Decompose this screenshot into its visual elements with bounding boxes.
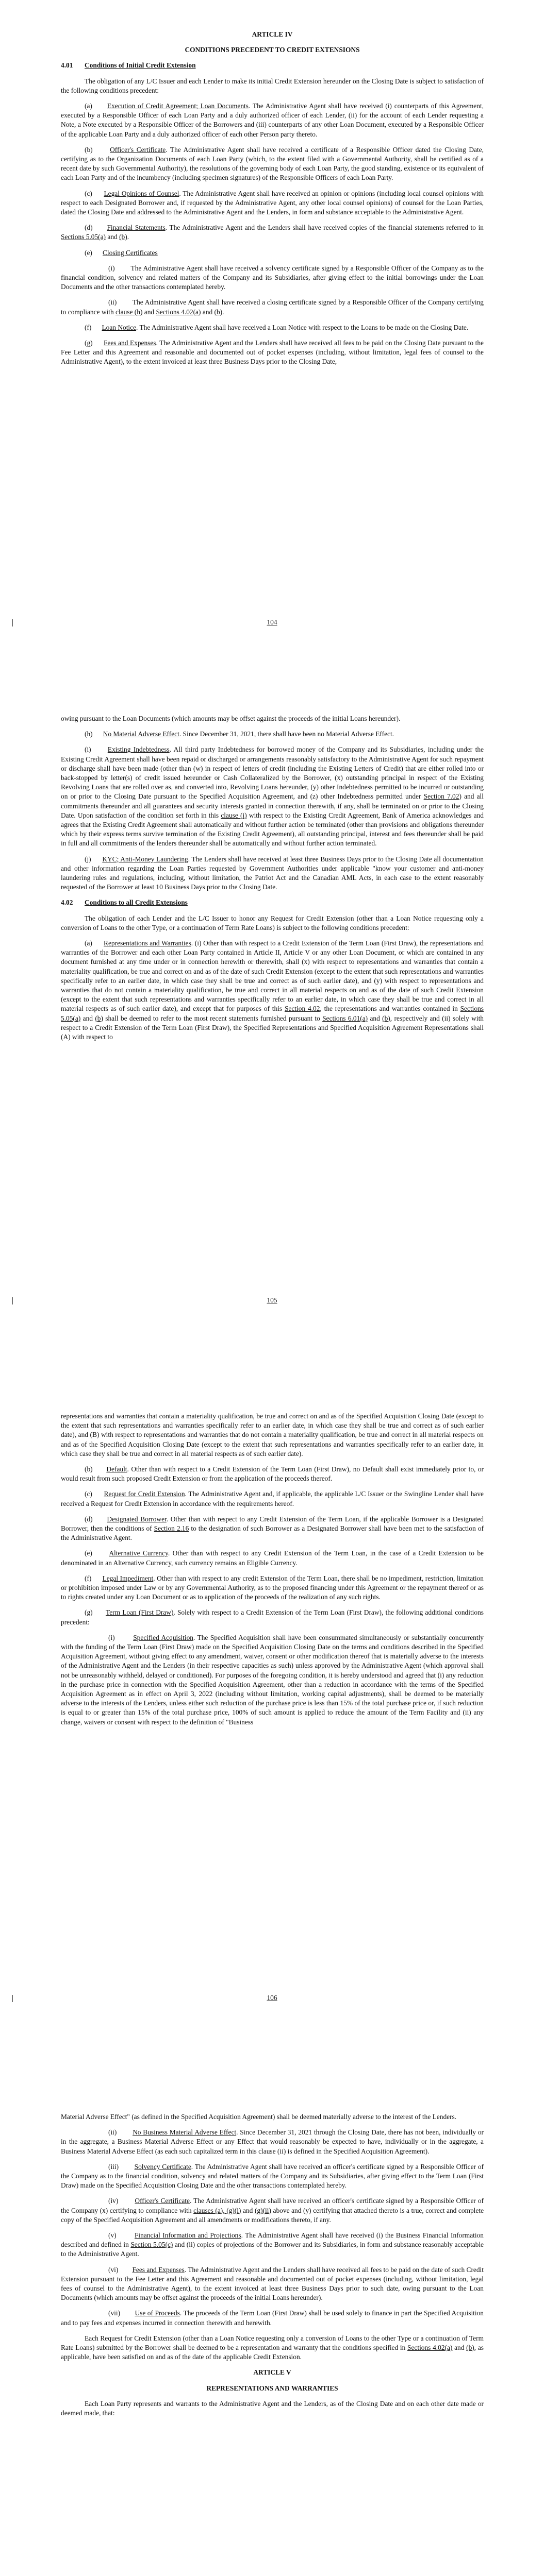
section-heading <box>61 898 484 907</box>
section-title: Conditions of Initial Credit Extension <box>85 61 196 70</box>
cross-reference-link[interactable]: Section 4.02 <box>284 1005 320 1013</box>
clause-a: (a) Execution of Credit Agreement; Loan Documents. The Administrative Agent shall have received (i) counterparts of this Agreement, executed by a Responsible Officer of each Loan Party and a duly authorized officer of each Lender, (ii) for the account of each Lender requesting a Note, a Note executed by a Responsible Officer of the Borrowers and (iii) counterparts of any other Loan Document, executed by a Responsible Officer of the applicable Loan Party and a duly authorized officer of each other Person party thereto. <box>61 102 484 138</box>
subclause-ii: (ii) The Administrative Agent shall have received a closing certificate signed by a Responsible Officer of the Company certifying to compliance with clause (h) and Sections 4.02(a) and (b). <box>61 298 484 316</box>
clause-heading: Loan Notice <box>102 323 137 331</box>
paragraph: Material Adverse Effect" (as defined in the Specified Acquisition Agreement) shall be deemed materially adverse to the interest of the Lenders. <box>61 2113 457 2121</box>
cross-reference-link[interactable]: Sections 5.05(a) <box>61 233 106 241</box>
section-number: 4.01 <box>61 61 73 70</box>
clause-d: (d) Financial Statements. The Administrative Agent and the Lenders shall have received copies of the financial statements referred to in Sections 5.05(a) and (b). <box>61 224 484 241</box>
cross-reference-link[interactable]: (b) <box>95 1014 103 1022</box>
clause-heading: Solvency Certificate <box>134 2162 191 2171</box>
clause-heading: Financial Information and Projections <box>134 2231 241 2240</box>
cross-reference-link[interactable]: (b) <box>466 2344 474 2352</box>
clause-c: (c) Legal Opinions of Counsel. The Administrative Agent shall have received an opinion or opinions (including local counsel opinions with respect to each Designated Borrower and, if requested by the Administrative Agent, any other local counsel opinions) of counsel for the Loan Parties, dated the Closing Date and addressed to the Administrative Agent and the Lenders, in form and substance acceptable to the Administrative Agent. <box>61 189 484 216</box>
cross-reference-link[interactable]: (g)(ii) <box>254 2206 271 2214</box>
clause-heading: Officer's Certificate <box>110 145 166 154</box>
clause-heading: Financial Statements <box>107 224 166 232</box>
clause-h: (h) No Material Adverse Effect. Since December 31, 2021, there shall have been no Material Adverse Effect. <box>85 730 394 738</box>
subclause-v: (v) Financial Information and Projections. The Administrative Agent shall have received (i) the Business Financial Information described and defined in Section 5.05(c) and (ii) copies of projections of the Borrower and its Subsidiaries, in form and substance reasonably acceptable to the Administrative Agent. <box>61 2231 484 2258</box>
cross-reference-link[interactable]: (b) <box>214 308 223 316</box>
cross-reference-link[interactable]: clauses (a), (g)(i) <box>193 2206 241 2214</box>
subclause-iii: (iii) Solvency Certificate. The Administrative Agent shall have received an officer's certificate signed by a Responsible Officer of the Company as to the financial condition, solvency and related matters of the Company and its Subsidiaries, after giving effect to the Term Loan (First Draw) made on the Specified Acquisition Closing Date and the other transactions contemplated hereby. <box>61 2162 484 2190</box>
section-heading <box>61 61 484 70</box>
paragraph: Each Request for Credit Extension (other than a Loan Notice requesting only a conversion of Loans to the other Type or a continuation of Term Rate Loans) submitted by the Borrower shall be deemed to be a representation and warranty that the conditions specified in Sections 4.02(a) and (b), as applicable, have been satisfied on and as of the date of the applicable Credit Extension. <box>61 2334 484 2361</box>
clause-heading: No Material Adverse Effect <box>103 730 179 738</box>
clause-heading: Representations and Warranties <box>104 939 191 947</box>
clause-b: (b) Officer's Certificate. The Administrative Agent shall have received a certificate of a Responsible Officer dated the Closing Date, certifying as to the Organization Documents of each Loan Party (which, to the extent filed with a Governmental Authority, shall be certified as of a recent date by such Governmental Authority), the resolutions of the governing body of each Loan Party, the good standing, existence or its equivalent of each Loan Party and of the incumbency (including specimen signatures) of the Responsible Officers of each Loan Party. <box>61 145 484 182</box>
page-number: 105 <box>267 1296 277 1304</box>
cross-reference-link[interactable]: Sections 5.05(a) <box>61 1005 484 1022</box>
paragraph: owing pursuant to the Loan Documents (which amounts may be offset against the proceeds of the initial Loans hereunder). <box>61 715 401 722</box>
cross-reference-link[interactable]: Sections 6.01(a) <box>322 1014 368 1022</box>
clause-a: (a) Representations and Warranties. (i) Other than with respect to a Credit Extension of the Term Loan (First Draw), the representations and warranties of the Borrower and each other Loan Party contained in Article II, Article V or any other Loan Document, or which are contained in any document furnished at any time under or in connection herewith or therewith, shall (x) with respect to representations and warranties that contain a materiality qualification, be true and correct on and as of the date of such Credit Extension (except to the extent that such representations and warranties specifically refer to an earlier date, in which case they shall be true and correct as of such earlier date), and (y) with respect to representations and warranties that do not contain a materiality qualification, be true and correct in all material respects on and as of the date of such Credit Extension (except to the extent that such representations and warranties specifically refer to an earlier date, in which case they shall be true and correct in all material respects as of such earlier date), and except that for purposes of this Section 4.02, the representations and warranties contained in Sections 5.05(a) and (b) shall be deemed to refer to the most recent statements furnished pursuant to Sections 6.01(a) and (b), respectively and (ii) solely with respect to a Credit Extension of the Term Loan (First Draw), the Specified Representations and Specified Acquisition Agreement Representations shall (A) with respect to <box>61 939 484 1041</box>
clause-heading: Legal Impediment <box>102 1574 154 1582</box>
subclause-ii: (ii) No Business Material Adverse Effect. Since December 31, 2021 through the Closing Date, there has not been, individually or in the aggregate, a Business Material Adverse Effect or any Effect that would reasonably be expected to have, individually or in the aggregate, a Business Material Adverse Effect (as each such capitalized term in this clause (ii) is defined in the Specified Acquisition Agreement). <box>61 2128 484 2155</box>
clause-i: (i) Existing Indebtedness. All third party Indebtedness for borrowed money of the Company and its Subsidiaries, including under the Existing Credit Agreement shall have been repaid or discharged or arrangements reasonably satisfactory to the Administrative Agent for such repayment or discharge shall have been made (other than (w) in respect of letters of credit (including the Existing Letters of Credit) that are either rolled into or back-stopped by letter(s) of credit issued hereunder or Cash Collateralized by the Borrower, (x) outstanding principal in respect of the Existing Revolving Loans that are rolled over as, and converted into, Revolving Loans hereunder, (y) other Indebtedness permitted to be incurred or outstanding on or prior to the Closing Date pursuant to the Specified Acquisition Agreement, and (z) other Indebtedness permitted under Section 7.02) and all commitments thereunder and all guarantees and security interests granted in connection therewith, if any, shall be terminated on or prior to the Closing Date. Upon satisfaction of the condition set forth in this clause (i) with respect to the Existing Credit Agreement, Bank of America acknowledges and agrees that the Existing Credit Agreement shall automatically and without further action be terminated (other than provisions and obligations thereunder which by their express terms survive termination of the Existing Credit Agreement), all outstanding principal, interest and fees thereunder shall be paid in full and all commitments of the lenders thereunder shall be automatically and without further action terminated. <box>61 745 484 848</box>
page-105-content <box>61 714 484 1048</box>
clause-heading: Fees and Expenses <box>103 339 156 347</box>
cross-reference-link[interactable]: Sections 4.02(a) <box>156 308 201 316</box>
article-title: REPRESENTATIONS AND WARRANTIES <box>206 2384 338 2392</box>
article-heading: ARTICLE IV <box>252 30 293 38</box>
clause-heading: Closing Certificates <box>102 248 158 257</box>
clause-heading: No Business Material Adverse Effect <box>133 2128 237 2137</box>
cross-reference-link[interactable]: Section 2.16 <box>154 1524 189 1533</box>
clause-d: (d) Designated Borrower. Other than with respect to any Credit Extension of the Term Loan, if the applicable Borrower is a Designated Borrower, then the conditions of Section 2.16 to the designation of such Borrower as a Designated Borrower shall have been met to the satisfaction of the Administrative Agent. <box>61 1515 484 1542</box>
clause-heading: Execution of Credit Agreement; Loan Documents <box>107 102 249 110</box>
clause-heading: KYC; Anti-Money Laundering <box>102 855 188 863</box>
clause-j: (j) KYC; Anti-Money Laundering. The Lenders shall have received at least three Business Days prior to the Closing Date all documentation and other information regarding the Loan Parties requested by Government Authorities under applicable "know your customer and anti-money laundering rules and regulations, including, without limitation, the Patriot Act and the Canadian AML Acts, in each case to the extent reasonably requested of the Borrower at least 10 Business Days prior to the Closing Date. <box>61 855 484 891</box>
clause-heading: Existing Indebtedness <box>107 745 170 754</box>
clause-b: (b) Default. Other than with respect to a Credit Extension of the Term Loan (First Draw), no Default shall exist immediately prior to, or would result from such proposed Credit Extension or from the application of the proceeds thereof. <box>61 1465 484 1483</box>
clause-g: (g) Fees and Expenses. The Administrative Agent and the Lenders shall have received all fees to be paid on the Closing Date pursuant to the Fee Letter and this Agreement and reasonable and documented out of pocket expenses (including, without limitation, legal fees of counsel to the Administrative Agent), to the extent invoiced at least three Business Days prior to the Closing Date, <box>61 339 484 366</box>
clause-heading: Legal Opinions of Counsel <box>104 189 179 197</box>
clause-heading: Alternative Currency <box>109 1549 168 1557</box>
page-number: 104 <box>267 618 277 626</box>
subclause-vi: (vi) Fees and Expenses. The Administrative Agent and the Lenders shall have received all fees to be paid on the date of such Credit Extension pursuant to the Fee Letter and this Agreement and reasonable and documented out of pocket expenses (including, without limitation, legal fees of counsel to the Administrative Agent), to the extent invoiced at least three Business Days prior to such date, owing pursuant to the Loan Documents (which amounts may be offset against the proceeds of the initial Loans hereunder). <box>61 2265 484 2302</box>
clause-e: (e) Closing Certificates <box>85 248 158 257</box>
section-title: Conditions to all Credit Extensions <box>85 899 188 907</box>
paragraph: The obligation of any L/C Issuer and each Lender to make its initial Credit Extension hereunder on the Closing Date is subject to satisfaction of the following conditions precedent: <box>61 77 484 94</box>
clause-heading: Use of Proceeds <box>135 2309 180 2317</box>
subclause-iv: (iv) Officer's Certificate. The Administrative Agent shall have received an officer's certificate signed by a Responsible Officer of the Company (x) certifying to compliance with clauses (a), (g)(i) and (g)(ii) above and (y) certifying that attached thereto is a true, correct and complete copy of the Specified Acquisition Agreement and all amendments or modifications thereto, if any. <box>61 2197 484 2224</box>
clause-e: (e) Alternative Currency. Other than with respect to any Credit Extension of the Term Loan, in the case of a Credit Extension to be denominated in an Alternative Currency, such currency remains an Eligible Currency. <box>61 1549 484 1567</box>
cross-reference-link[interactable]: Sections 4.02(a) <box>407 2344 453 2352</box>
paragraph: representations and warranties that contain a materiality qualification, be true and correct on and as of the Specified Acquisition Closing Date (except to the extent that such representations and warranties specifically refer to an earlier date, in which case they shall be true and correct as of such earlier date), and (B) with respect to representations and warranties that do not contain a materiality qualification, be true and correct in all material respects on and as of the Specified Acquisition Closing Date (except to the extent that such representations and warranties specifically refer to an earlier date, in which case they shall be true and correct in all material respects as of such earlier date). <box>61 1412 484 1458</box>
cross-reference-link[interactable]: clause (i) <box>221 811 247 819</box>
clause-heading: Officer's Certificate <box>135 2197 190 2205</box>
cross-reference-link[interactable]: Section 7.02 <box>423 792 459 801</box>
clause-g: (g) Term Loan (First Draw). Solely with respect to a Credit Extension of the Term Loan (First Draw), the following additional conditions precedent: <box>61 1608 484 1626</box>
clause-heading: Default <box>106 1465 127 1473</box>
article-heading: ARTICLE V <box>253 2368 291 2377</box>
clause-f: (f) Legal Impediment. Other than with respect to any credit Extension of the Term Loan, there shall be no impediment, restriction, limitation or prohibition imposed under Law or by any Governmental Authority, as to the proposed financing under this Agreement or the repayment thereof or as to rights created under any Loan Document or as to application of the proceeds of the realization of any such rights. <box>61 1574 484 1601</box>
paragraph: The obligation of each Lender and the L/C Issuer to honor any Request for Credit Extension (other than a Loan Notice requesting only a conversion of Loans to the other Type, or a continuation of Term Rate Loans) is subject to the following conditions precedent: <box>61 914 484 931</box>
page-107-content <box>61 2112 484 2424</box>
article-title: CONDITIONS PRECEDENT TO CREDIT EXTENSIONS <box>185 46 360 54</box>
subclause-i: (i) Specified Acquisition. The Specified Acquisition shall have been consummated simultaneously or substantially concurrently with the funding of the Term Loan (First Draw) made on the Specified Acquisition Closing Date on the terms and conditions described in the Specified Acquisition Agreement, without giving effect to any amendment, waiver, consent or other modification thereof that is materially adverse to the interests of the Administrative Agent and the Lenders (in their respective capacities as such) unless approved by the Administrative Agent (which approval shall not be unreasonably withheld, delayed or conditioned). For purposes of the foregoing condition, it is hereby understood and agreed that (i) any reduction in the purchase price in connection with the Specified Acquisition Agreement, other than a reduction in accordance with the terms of the Specified Acquisition Agreement as in effect on April 3, 2022 (including without limitation, working capital adjustments), shall be deemed to be materially adverse to the interests of the Lenders, unless either such reduction of the purchase price is less than 15% of the total purchase price or, if such reduction is equal to or greater than 15% of the total purchase price, 100% of such amount is applied to reduce the amount of the Term Facility and (ii) any change, waivers or consent with respect to the definition of "Business <box>61 1633 484 1726</box>
page-104-content <box>61 30 484 373</box>
cross-reference-link[interactable]: Section 5.05(c) <box>130 2241 173 2249</box>
section-number: 4.02 <box>61 899 73 907</box>
cross-reference-link[interactable]: clause (h) <box>115 308 143 316</box>
clause-heading: Fees and Expenses <box>132 2265 185 2274</box>
clause-heading: Term Loan (First Draw) <box>105 1608 174 1617</box>
clause-heading: Request for Credit Extension <box>104 1490 185 1498</box>
clause-c: (c) Request for Credit Extension. The Administrative Agent and, if applicable, the applicable L/C Issuer or the Swingline Lender shall have received a Request for Credit Extension in accordance with the requirements hereof. <box>61 1490 484 1507</box>
page-106-content <box>61 1412 484 1733</box>
clause-f: (f) Loan Notice. The Administrative Agent shall have received a Loan Notice with respect to the Loans to be made on the Closing Date. <box>85 323 469 331</box>
clause-heading: Specified Acquisition <box>133 1633 193 1641</box>
clause-heading: Designated Borrower <box>107 1515 167 1523</box>
subclause-vii: (vii) Use of Proceeds. The proceeds of the Term Loan (First Draw) shall be used solely to finance in part the Specified Acquisition and to pay fees and expenses incurred in connection therewith and herewith. <box>61 2309 484 2327</box>
cross-reference-link[interactable]: (b) <box>119 233 127 241</box>
paragraph: Each Loan Party represents and warrants to the Administrative Agent and the Lenders, as of the Closing Date and on each other date made or deemed made, that: <box>61 2399 484 2417</box>
subclause-i: (i) The Administrative Agent shall have received a solvency certificate signed by a Responsible Officer of the Company as to the financial condition, solvency and related matters of the Company and its Subsidiaries, after giving effect to the initial borrowings under the Loan Documents and the other transactions contemplated hereby. <box>61 264 484 291</box>
page-number: 106 <box>267 1994 277 2002</box>
cross-reference-link[interactable]: (b) <box>382 1014 390 1022</box>
